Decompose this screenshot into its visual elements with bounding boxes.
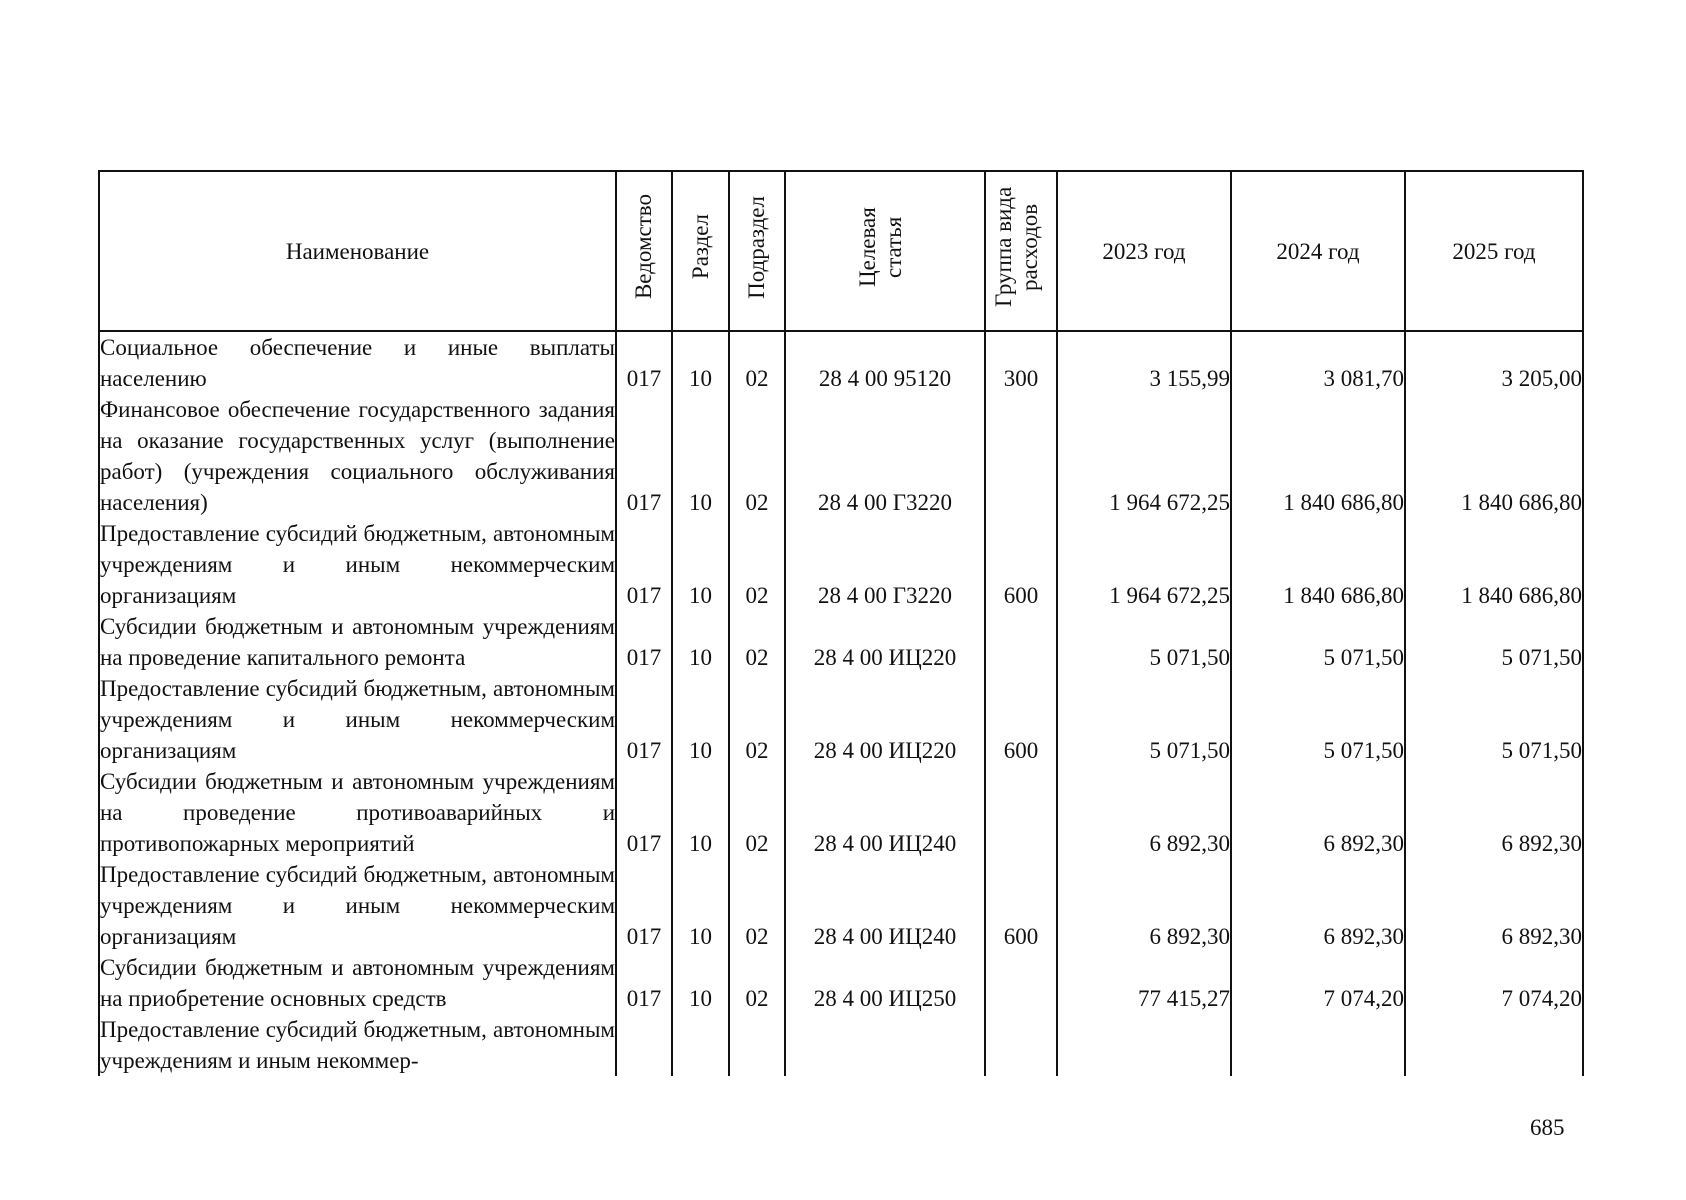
- row-name: Субсидии бюджетным и автономным учреждениям на проведение капитального ремонта: [99, 611, 616, 673]
- row-2025: 6 892,30: [1405, 766, 1583, 859]
- header-expense-group-label: Группа вида расходов: [991, 186, 1042, 308]
- row-2023: 1 964 672,25: [1057, 394, 1231, 518]
- row-name: Социальное обеспечение и иные выплаты населению: [99, 331, 616, 394]
- row-dept: 017: [616, 673, 672, 766]
- row-dept: 017: [616, 394, 672, 518]
- row-group: 600: [985, 859, 1057, 952]
- row-section: 10: [672, 766, 729, 859]
- header-expense-group: [985, 171, 1057, 331]
- row-dept: 017: [616, 331, 672, 394]
- row-2023: 5 071,50: [1057, 611, 1231, 673]
- header-subsection: [729, 171, 785, 331]
- header-year-2024: 2024 год: [1231, 171, 1405, 331]
- row-2025: 5 071,50: [1405, 673, 1583, 766]
- table-row: [99, 673, 1583, 766]
- row-2025: 6 892,30: [1405, 859, 1583, 952]
- row-subsection: 02: [729, 859, 785, 952]
- row-name: Предоставление субсидий бюджетным, автономным учреждениям и иным некоммерческим организациям: [99, 673, 616, 766]
- row-dept: 017: [616, 766, 672, 859]
- row-article: 28 4 00 ИЦ220: [785, 611, 985, 673]
- table-row: [99, 331, 1583, 394]
- row-dept: 017: [616, 611, 672, 673]
- row-article: 28 4 00 Г3220: [785, 394, 985, 518]
- row-group: 600: [985, 673, 1057, 766]
- row-dept: 017: [616, 518, 672, 611]
- row-2023: 1 964 672,25: [1057, 518, 1231, 611]
- row-2024: 3 081,70: [1231, 331, 1405, 394]
- row-2025: [1405, 1014, 1583, 1076]
- row-group: 600: [985, 518, 1057, 611]
- row-section: [672, 1014, 729, 1076]
- header-department-label: Ведомство: [631, 194, 656, 300]
- row-name: Предоставление субсидий бюджетным, автономным учреждениям и иным некоммерческим организациям: [99, 518, 616, 611]
- row-name: Субсидии бюджетным и автономным учреждениям на проведение противоаварийных и противопожарных мероприятий: [99, 766, 616, 859]
- row-2024: 6 892,30: [1231, 766, 1405, 859]
- header-row: [99, 171, 1583, 331]
- row-2023: 77 415,27: [1057, 952, 1231, 1014]
- row-2025: 3 205,00: [1405, 331, 1583, 394]
- row-2024: 1 840 686,80: [1231, 394, 1405, 518]
- header-subsection-label: Подраздел: [744, 195, 769, 299]
- row-group: [985, 611, 1057, 673]
- table-row: [99, 859, 1583, 952]
- header-section: [672, 171, 729, 331]
- row-subsection: 02: [729, 952, 785, 1014]
- row-name: Предоставление субсидий бюджетным, автономным учреждениям и иным некоммерческим организациям: [99, 859, 616, 952]
- row-2024: 5 071,50: [1231, 611, 1405, 673]
- page-number: 685: [1530, 1115, 1565, 1140]
- row-name: Субсидии бюджетным и автономным учреждениям на приобретение основных средств: [99, 952, 616, 1014]
- row-section: 10: [672, 394, 729, 518]
- budget-table: [98, 170, 1584, 1076]
- row-section: 10: [672, 331, 729, 394]
- row-article: 28 4 00 Г3220: [785, 518, 985, 611]
- header-name: Наименование: [99, 171, 616, 331]
- row-article: [785, 1014, 985, 1076]
- row-2024: 7 074,20: [1231, 952, 1405, 1014]
- row-dept: [616, 1014, 672, 1076]
- row-article: 28 4 00 ИЦ240: [785, 859, 985, 952]
- table-header: [99, 171, 1583, 331]
- row-subsection: 02: [729, 766, 785, 859]
- header-department: [616, 171, 672, 331]
- row-dept: 017: [616, 859, 672, 952]
- row-2023: 6 892,30: [1057, 766, 1231, 859]
- row-article: 28 4 00 ИЦ220: [785, 673, 985, 766]
- row-2023: 6 892,30: [1057, 859, 1231, 952]
- row-section: 10: [672, 859, 729, 952]
- row-2024: [1231, 1014, 1405, 1076]
- row-group: [985, 766, 1057, 859]
- row-article: 28 4 00 ИЦ250: [785, 952, 985, 1014]
- row-subsection: 02: [729, 518, 785, 611]
- table-row: [99, 1014, 1583, 1076]
- table-row: [99, 518, 1583, 611]
- table-row: [99, 766, 1583, 859]
- header-target-article: [785, 171, 985, 331]
- row-2025: 1 840 686,80: [1405, 518, 1583, 611]
- header-target-article-label: Целевая статья: [855, 207, 906, 287]
- row-section: 10: [672, 952, 729, 1014]
- table-row: [99, 952, 1583, 1014]
- row-2024: 5 071,50: [1231, 673, 1405, 766]
- header-year-2023: 2023 год: [1057, 171, 1231, 331]
- header-section-label: Раздел: [687, 214, 713, 280]
- row-2024: 6 892,30: [1231, 859, 1405, 952]
- row-2025: 7 074,20: [1405, 952, 1583, 1014]
- row-2025: 1 840 686,80: [1405, 394, 1583, 518]
- row-2024: 1 840 686,80: [1231, 518, 1405, 611]
- table-row: [99, 611, 1583, 673]
- row-group: [985, 394, 1057, 518]
- row-section: 10: [672, 611, 729, 673]
- row-2023: 5 071,50: [1057, 673, 1231, 766]
- header-year-2025: 2025 год: [1405, 171, 1583, 331]
- row-article: 28 4 00 95120: [785, 331, 985, 394]
- row-name: Предоставление субсидий бюджетным, автономным учреждениям и иным некоммер-: [99, 1014, 616, 1076]
- table-body: [99, 331, 1583, 1076]
- row-subsection: 02: [729, 331, 785, 394]
- row-group: [985, 952, 1057, 1014]
- row-name: Финансовое обеспечение государственного задания на оказание государственных услуг (выполнение работ) (учреждения социального обслуживания населения): [99, 394, 616, 518]
- row-subsection: 02: [729, 673, 785, 766]
- row-2025: 5 071,50: [1405, 611, 1583, 673]
- row-subsection: 02: [729, 611, 785, 673]
- row-group: [985, 1014, 1057, 1076]
- table-row: [99, 394, 1583, 518]
- row-subsection: [729, 1014, 785, 1076]
- row-article: 28 4 00 ИЦ240: [785, 766, 985, 859]
- row-group: 300: [985, 331, 1057, 394]
- row-section: 10: [672, 518, 729, 611]
- row-section: 10: [672, 673, 729, 766]
- row-2023: [1057, 1014, 1231, 1076]
- row-subsection: 02: [729, 394, 785, 518]
- row-2023: 3 155,99: [1057, 331, 1231, 394]
- row-dept: 017: [616, 952, 672, 1014]
